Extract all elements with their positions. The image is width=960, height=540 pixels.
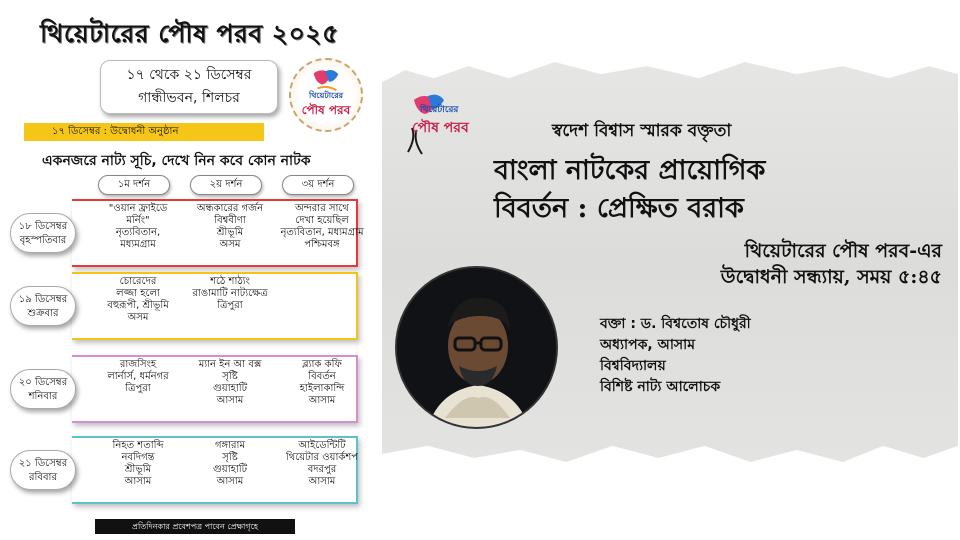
- lecture-title-line-1: বাংলা নাটকের প্রায়োগিক: [494, 155, 766, 186]
- show-line: অসম: [127, 312, 149, 323]
- show-line: মর্নিং": [126, 215, 150, 226]
- show-line: হাইলাকান্দি: [299, 383, 345, 394]
- day-weekday: বৃহস্পতিবার: [19, 235, 67, 246]
- show-line: রাঙামাটি নাট্যক্ষেত্র: [192, 288, 268, 299]
- day-label: [10, 450, 76, 490]
- venue-box: [100, 60, 278, 114]
- show-line: বহুরূপী, শ্রীভূমি: [107, 300, 169, 311]
- show-line: গঙ্গারাম: [214, 440, 246, 451]
- show-line: সৃষ্টি: [222, 452, 238, 463]
- show-line: নিহত শতাব্দি: [112, 440, 164, 451]
- show-line: আসাম: [308, 395, 336, 406]
- show-line: ত্রিপুরা: [217, 300, 243, 311]
- show-cell: [276, 440, 368, 488]
- show-cell: [184, 359, 276, 407]
- show-line: ম্যান ইন আ বক্স: [198, 359, 262, 370]
- show-line: আসাম: [124, 476, 152, 487]
- show-cell: [184, 203, 276, 251]
- lecture-title-line-2: বিবর্তন : প্রেক্ষিত বরাক: [494, 193, 744, 224]
- show-line: দেখা হয়েছিল: [295, 215, 349, 226]
- show-line: আসাম: [308, 476, 336, 487]
- logo-text-top: থিয়েটারের: [308, 91, 344, 100]
- day-weekday: রবিবার: [29, 472, 57, 483]
- show-line: আইডেন্টিটি: [298, 440, 346, 451]
- show-header-1: ১ম দর্শন: [98, 175, 170, 195]
- festival-title: থিয়েটারের পৌষ পরব ২০২৫: [40, 19, 339, 48]
- event-info: [662, 238, 942, 290]
- show-line: শ্রীভূমি: [216, 227, 244, 238]
- day-label: [10, 286, 76, 326]
- show-line: শঠে শাঠ্যং: [210, 276, 250, 287]
- speaker-portrait: [395, 266, 558, 429]
- day-weekday: শুক্রবার: [27, 308, 59, 319]
- show-line: গুয়াহাটি: [212, 383, 248, 394]
- show-line: লজ্জা হলো: [116, 288, 160, 299]
- show-line: নৃত্যবিতান, মধ্যমগ্রাম: [280, 227, 364, 238]
- show-line: রাজসিংহ: [119, 359, 157, 370]
- show-header-3: ৩য় দর্শন: [282, 175, 354, 195]
- day-label: [10, 213, 76, 253]
- show-line: ব্ল্যাক কফি: [302, 359, 342, 370]
- day-weekday: শনিবার: [28, 391, 58, 402]
- show-line: গুয়াহাটি: [212, 464, 248, 475]
- show-cell: [92, 359, 184, 395]
- logo-right-text-bottom: পৌষ পরব: [412, 120, 469, 136]
- show-header-2: ২য় দর্শন: [190, 175, 262, 195]
- speaker-line-1: বক্তা : ড. বিশ্বতোষ চৌধুরী: [600, 316, 751, 332]
- show-line: অন্দরার সাথে: [295, 203, 349, 214]
- lecture-title: [494, 152, 934, 228]
- at-a-glance-heading: একনজরে নাট্য সূচি, দেখে নিন কবে কোন নাটক: [42, 153, 311, 169]
- speaker-line-3: বিশ্ববিদ্যালয়: [600, 358, 666, 374]
- show-cell: [276, 203, 368, 251]
- lecture-panel: [380, 0, 960, 540]
- show-cell: [276, 359, 368, 407]
- show-cell: [92, 276, 184, 324]
- speaker-line-2: অধ্যাপক, আসাম: [600, 337, 695, 353]
- logo-right-text-top: থিয়েটারের: [420, 105, 459, 115]
- show-line: অন্ধকারের গর্জন: [196, 203, 264, 214]
- show-line: অসম: [219, 239, 241, 250]
- show-line: বিশ্ববীণা: [214, 215, 246, 226]
- show-cell: [184, 440, 276, 488]
- day-date: ২১ ডিসেম্বর: [18, 458, 68, 469]
- show-line: আসাম: [216, 476, 244, 487]
- event-line-2: উদ্বোধনী সন্ধ্যায়, সময় ৫:৪৫: [720, 266, 942, 288]
- opening-note: ১৭ ডিসেম্বর : উদ্বোধনী অনুষ্ঠান: [24, 123, 264, 141]
- show-line: চোরেদের: [119, 276, 157, 287]
- show-line: নৃত্যবিতান,: [115, 227, 161, 238]
- speaker-info: [600, 314, 751, 398]
- speaker-photo-illustration: [397, 268, 558, 429]
- show-line: বদরপুর: [307, 464, 337, 475]
- show-line: নবদিগন্ত: [121, 452, 155, 463]
- show-line: "ওয়ান ফ্রাইডে: [108, 203, 168, 214]
- show-line: বিবর্তন: [308, 371, 336, 382]
- show-line: ত্রিপুরা: [125, 383, 151, 394]
- lecture-name: স্বদেশ বিশ্বাস স্মারক বক্তৃতা: [552, 121, 732, 141]
- ticket-footer: প্রতিদিনকার প্রবেশপত্র পাবেন প্রেক্ষাগৃহে: [95, 519, 295, 534]
- day-date: ১৮ ডিসেম্বর: [18, 221, 68, 232]
- schedule-panel: [0, 0, 385, 540]
- show-line: লার্নার্স, ধর্মনগর: [107, 371, 169, 382]
- speaker-line-4: বিশিষ্ট নাট্য আলোচক: [600, 379, 721, 395]
- show-line: থিয়েটার ওয়ার্কশপ: [285, 452, 359, 463]
- show-line: পশ্চিমবঙ্গ: [304, 239, 340, 250]
- show-line: মধ্যমগ্রাম: [120, 239, 156, 250]
- show-line: আসাম: [216, 395, 244, 406]
- day-date: ১৯ ডিসেম্বর: [18, 294, 68, 305]
- festival-venue: গান্ধীভবন, শিলচর: [138, 90, 240, 106]
- festival-logo: [289, 58, 363, 132]
- show-cell: [92, 440, 184, 488]
- festival-dates: ১৭ থেকে ২১ ডিসেম্বর: [126, 67, 252, 83]
- logo-text-bottom: পৌষ পরব: [301, 103, 351, 117]
- day-date: ২০ ডিসেম্বর: [18, 377, 68, 388]
- day-label: [10, 369, 76, 409]
- show-cell: [184, 276, 276, 312]
- show-line: শ্রীভূমি: [124, 464, 152, 475]
- show-cell: [92, 203, 184, 251]
- show-line: সৃষ্টি: [222, 371, 238, 382]
- event-line-1: থিয়েটারের পৌষ পরব-এর: [744, 240, 942, 262]
